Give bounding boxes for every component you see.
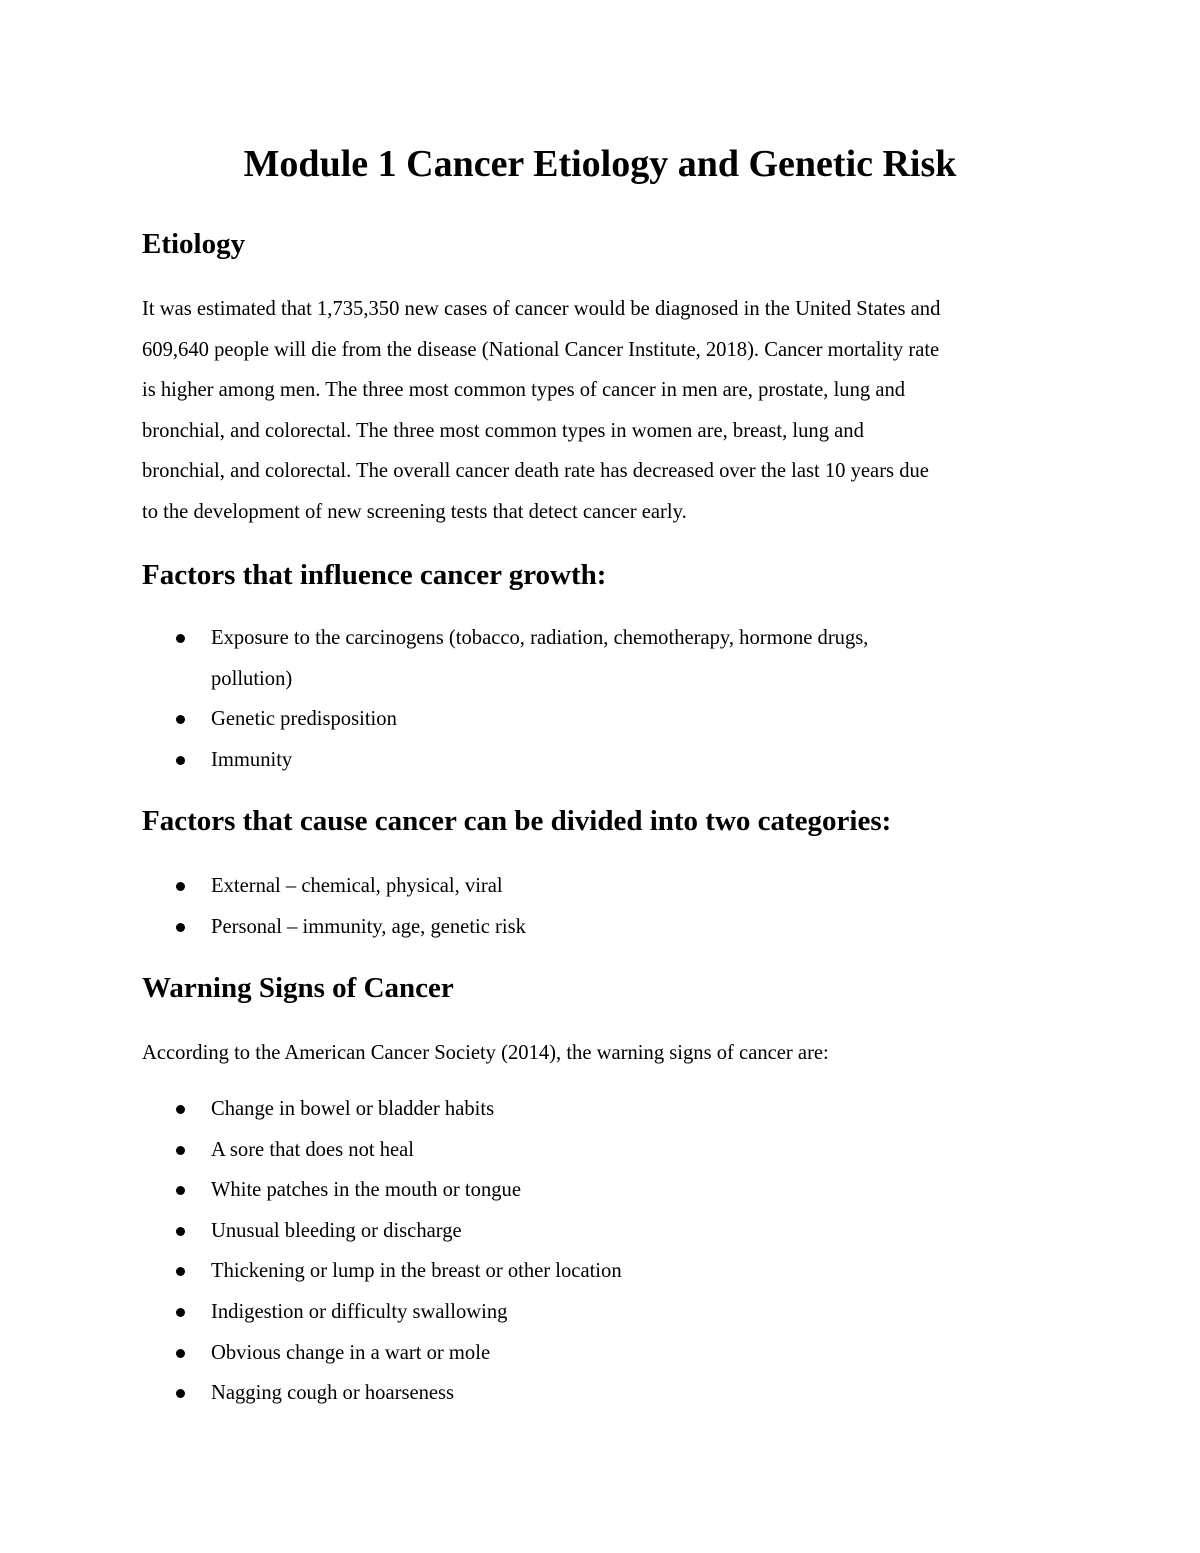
bullet-icon <box>176 1349 185 1358</box>
list-item <box>0 618 1200 699</box>
bullet-icon <box>176 1389 185 1398</box>
warning-signs-list <box>0 1089 1200 1414</box>
bullet-icon <box>176 756 185 765</box>
bullet-icon <box>176 923 185 932</box>
bullet-icon <box>176 1227 185 1236</box>
list-item-text: External – chemical, physical, viral <box>211 875 503 897</box>
list-item <box>0 1170 1200 1211</box>
paragraph-line: 609,640 people will die from the disease (National Cancer Institute, 2018). Cancer mortality rate <box>142 338 940 361</box>
paragraph-line: bronchial, and colorectal. The three most common types in women are, breast, lung and <box>142 419 864 442</box>
list-item <box>0 1089 1200 1130</box>
paragraph-line: It was estimated that 1,735,350 new cases of cancer would be diagnosed in the United States and <box>142 298 941 320</box>
growth-factors-list <box>0 618 1200 780</box>
list-item <box>0 1130 1200 1171</box>
list-item <box>0 740 1200 781</box>
list-item-text: Immunity <box>211 748 293 771</box>
list-item-text: Exposure to the carcinogens (tobacco, radiation, chemotherapy, hormone drugs, <box>211 627 869 649</box>
list-item-text: Personal – immunity, age, genetic risk <box>211 915 526 938</box>
heading-growth-factors: Factors that influence cancer growth: <box>142 559 607 591</box>
heading-warning-signs: Warning Signs of Cancer <box>142 972 454 1004</box>
list-item-text: Unusual bleeding or discharge <box>211 1219 462 1242</box>
bullet-icon <box>176 1146 185 1155</box>
list-item <box>0 907 1200 948</box>
warning-signs-intro <box>142 1033 1067 1074</box>
list-item-text: Nagging cough or hoarseness <box>211 1382 455 1405</box>
heading-cause-categories: Factors that cause cancer can be divided into two categories: <box>142 805 892 837</box>
heading-etiology: Etiology <box>142 228 246 260</box>
list-item-text: Obvious change in a wart or mole <box>211 1341 491 1364</box>
list-item-text: A sore that does not heal <box>211 1138 415 1161</box>
paragraph-line: to the development of new screening tests that detect cancer early. <box>142 500 687 523</box>
list-item-text-continued: pollution) <box>211 667 293 690</box>
list-item <box>0 1292 1200 1333</box>
paragraph-line: bronchial, and colorectal. The overall cancer death rate has decreased over the last 10 years due <box>142 460 929 483</box>
bullet-icon <box>176 715 185 724</box>
list-item-text: White patches in the mouth or tongue <box>211 1179 521 1202</box>
bullet-icon <box>176 634 185 643</box>
list-item-text: Thickening or lump in the breast or other location <box>211 1260 622 1283</box>
bullet-icon <box>176 1308 185 1317</box>
list-item-text: Indigestion or difficulty swallowing <box>211 1300 508 1323</box>
document-title: Module 1 Cancer Etiology and Genetic Risk <box>243 143 957 185</box>
list-item <box>0 1333 1200 1374</box>
bullet-icon <box>176 882 185 891</box>
list-item <box>0 699 1200 740</box>
list-item <box>0 866 1200 907</box>
cause-categories-list <box>0 866 1200 947</box>
list-item <box>0 1211 1200 1252</box>
paragraph-line: is higher among men. The three most common types of cancer in men are, prostate, lung and <box>142 379 906 402</box>
paragraph-line: According to the American Cancer Society (2014), the warning signs of cancer are: <box>142 1042 829 1064</box>
list-item-text: Genetic predisposition <box>211 708 397 731</box>
list-item <box>0 1373 1200 1414</box>
bullet-icon <box>176 1267 185 1276</box>
bullet-icon <box>176 1105 185 1114</box>
etiology-paragraph <box>142 289 1067 533</box>
list-item-text: Change in bowel or bladder habits <box>211 1098 495 1120</box>
list-item <box>0 1251 1200 1292</box>
bullet-icon <box>176 1186 185 1195</box>
